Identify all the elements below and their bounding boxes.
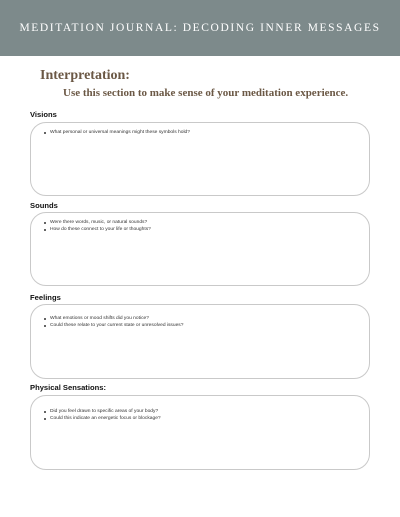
feelings-label: Feelings xyxy=(30,293,61,302)
visions-prompt xyxy=(39,129,359,136)
sounds-prompt-text: How do these connect to your life or thoughts? xyxy=(50,227,151,232)
visions-prompt-list xyxy=(39,129,359,136)
visions-prompt-text: What personal or universal meanings might these symbols hold? xyxy=(50,130,190,135)
feelings-prompt-list xyxy=(39,315,359,329)
sounds-prompt-text: Were there words, music, or natural sounds? xyxy=(50,220,148,225)
interpretation-subheading: Use this section to make sense of your meditation experience. xyxy=(63,87,349,99)
physical-prompt xyxy=(39,415,359,422)
physical-sensations-label: Physical Sensations: xyxy=(30,383,106,392)
bullet-icon xyxy=(44,132,46,134)
physical-prompt-text: Did you feel drawn to specific areas of your body? xyxy=(50,409,159,414)
physical-prompt-text: Could this indicate an energetic focus or blockage? xyxy=(50,416,161,421)
visions-label: Visions xyxy=(30,110,57,119)
visions-entry-box[interactable] xyxy=(30,122,370,196)
interpretation-heading: Interpretation: xyxy=(40,68,130,83)
bullet-icon xyxy=(44,325,46,327)
journal-title: MEDITATION JOURNAL: DECODING INNER MESSAGES xyxy=(19,22,381,34)
feelings-prompt-text: What emotions or mood shifts did you notice? xyxy=(50,316,149,321)
sounds-prompt-list xyxy=(39,219,359,233)
feelings-prompt-text: Could these relate to your current state or unresolved issues? xyxy=(50,323,184,328)
physical-sensations-entry-box[interactable] xyxy=(30,395,370,470)
feelings-prompt xyxy=(39,322,359,329)
physical-prompt-list xyxy=(39,408,359,422)
physical-prompt xyxy=(39,408,359,415)
sounds-prompt xyxy=(39,219,359,226)
bullet-icon xyxy=(44,318,46,320)
sounds-prompt xyxy=(39,226,359,233)
feelings-entry-box[interactable] xyxy=(30,304,370,379)
sounds-label: Sounds xyxy=(30,201,58,210)
header-band xyxy=(0,0,400,56)
sounds-entry-box[interactable] xyxy=(30,212,370,286)
bullet-icon xyxy=(44,418,46,420)
bullet-icon xyxy=(44,222,46,224)
bullet-icon xyxy=(44,411,46,413)
bullet-icon xyxy=(44,229,46,231)
feelings-prompt xyxy=(39,315,359,322)
